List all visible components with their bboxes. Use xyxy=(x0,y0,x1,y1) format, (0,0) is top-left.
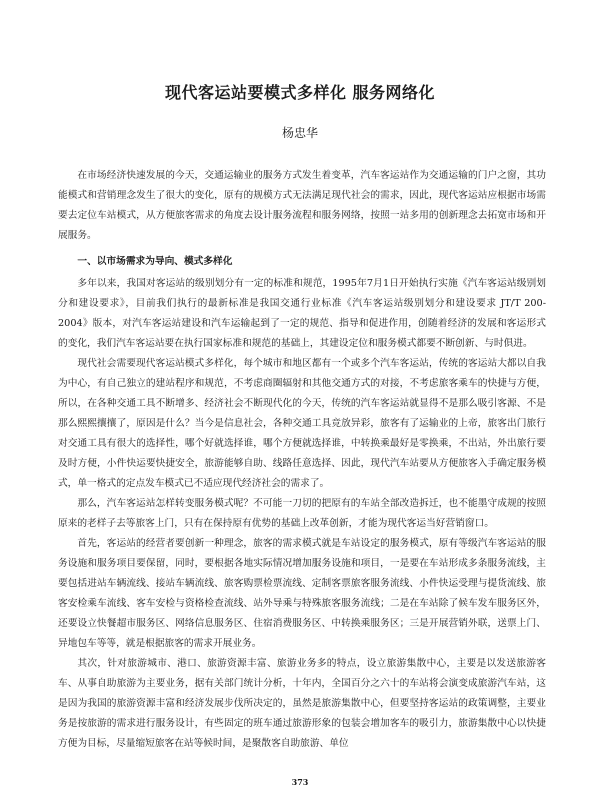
body-paragraph: 多年以来，我国对客运站的级别划分有一定的标准和规范，1995年7月1日开始执行实施《汽车客运站级别划分和建设要求》，目前我们执行的最新标准是我国交通行业标准《汽车客运站级别划分和建设要求 JT/T 200-2004》版本，对汽车客运站建设和汽车运输起到了一定的规范、指导和促进作用，创随着经济的发展和客运形式的变化，我们汽车客运站要在执行国家标准和规范的基础上，其建设定位和服务模式都要不断创新、与时俱进。 xyxy=(58,278,546,349)
body-paragraph: 首先，客运站的经营者要创新一种理念，旅客的需求模式就是车站设定的服务模式，原有等级汽车客运站的服务设施和服务项目要保留，同时，要根据各地实际情况增加服务设施和项目，一是要在车站形成多条服务流线，主要包括进站车辆流线、接站车辆流线、旅客购票检票流线、定制客票旅客服务流线、小件快运受理与提货流线、旅客安检乘车流线、客车安检与资格检查流线、站外导乘与特殊旅客服务流线；二是在车站除了候车发车服务区外，还要设立快餐超市服务区、网络信息服务区、住宿消费服务区、中转换乘服务区；三是开展营销外联，送票上门、异地包车等等，就是根据旅客的需求开展业务。 xyxy=(58,538,546,649)
article-body xyxy=(58,166,546,754)
body-paragraph: 现代社会需要现代客运站模式多样化，每个城市和地区都有一个或多个汽车客运站，传统的客运站大都以自我为中心，有自己独立的建站程序和规范，不考虑商圈辐射和其他交通方式的对接，不考虑旅客乘车的快捷与方便，所以，在各种交通工具不断增多、经济社会不断现代化的今天，传统的汽车客运站就显得不是那么吸引客源、不是那么熙熙攘攘了，原因是什么？当今是信息社会，各种交通工具竞放异彩，旅客有了运输业的上帝，旅客出门旅行对交通工具有很大的选择性，哪个好就选择谁，哪个方便就选择谁，中转换乘最好是零换乘，不出站，外出旅行要及时方便，小件快运要快捷安全，旅游能够自助、线路任意选择、因此，现代汽车站要从方便旅客入手确定服务模式，单一格式的定点发车模式已不适应现代经济社会的需求了。 xyxy=(58,358,546,489)
page-number: 373 xyxy=(291,777,309,787)
section-heading: 一、以市场需求为导向、模式多样化 xyxy=(77,256,233,267)
body-paragraph: 那么，汽车客运站怎样转变服务模式呢？不可能一刀切的把原有的车站全部改造拆迁，也不能墨守成规的按照原来的老样子去等旅客上门，只有在保持原有优势的基础上改革创新，才能为现代客运当好营销窗口。 xyxy=(58,498,546,529)
article-author: 杨忠华 xyxy=(281,126,318,140)
article-title: 现代客运站要模式多样化 服务网络化 xyxy=(164,83,436,102)
intro-paragraph: 在市场经济快速发展的今天，交通运输业的服务方式发生着变革，汽车客运站作为交通运输的门户之窗，其功能模式和营销理念发生了很大的变化，原有的规模方式无法满足现代社会的需求，因此，现代客运站应根据市场需要去定位车站模式，从方便旅客需求的角度去设计服务流程和服务网络，按照一站多用的创新理念去拓宽市场和开展服务。 xyxy=(58,170,546,241)
body-paragraph: 其次，针对旅游城市、港口、旅游资源丰富、旅游业务多的特点，设立旅游集散中心，主要是以发送旅游客车、从事自助旅游为主要业务，据有关部门统计分析，十年内，全国百分之六十的车站将会演变成旅游汽车站，这是因为我国的旅游资源丰富和经济发展步伐所决定的，虽然是旅游集散中心，但要坚持客运站的政策调整，主要业务是按旅游的需求进行服务设计，有些固定的班车通过旅游形象的包装会增加客车的吸引力，旅游集散中心以快捷方便为目标，尽量缩短旅客在站等候时间，是聚散客自助旅游、单位 xyxy=(58,658,546,749)
